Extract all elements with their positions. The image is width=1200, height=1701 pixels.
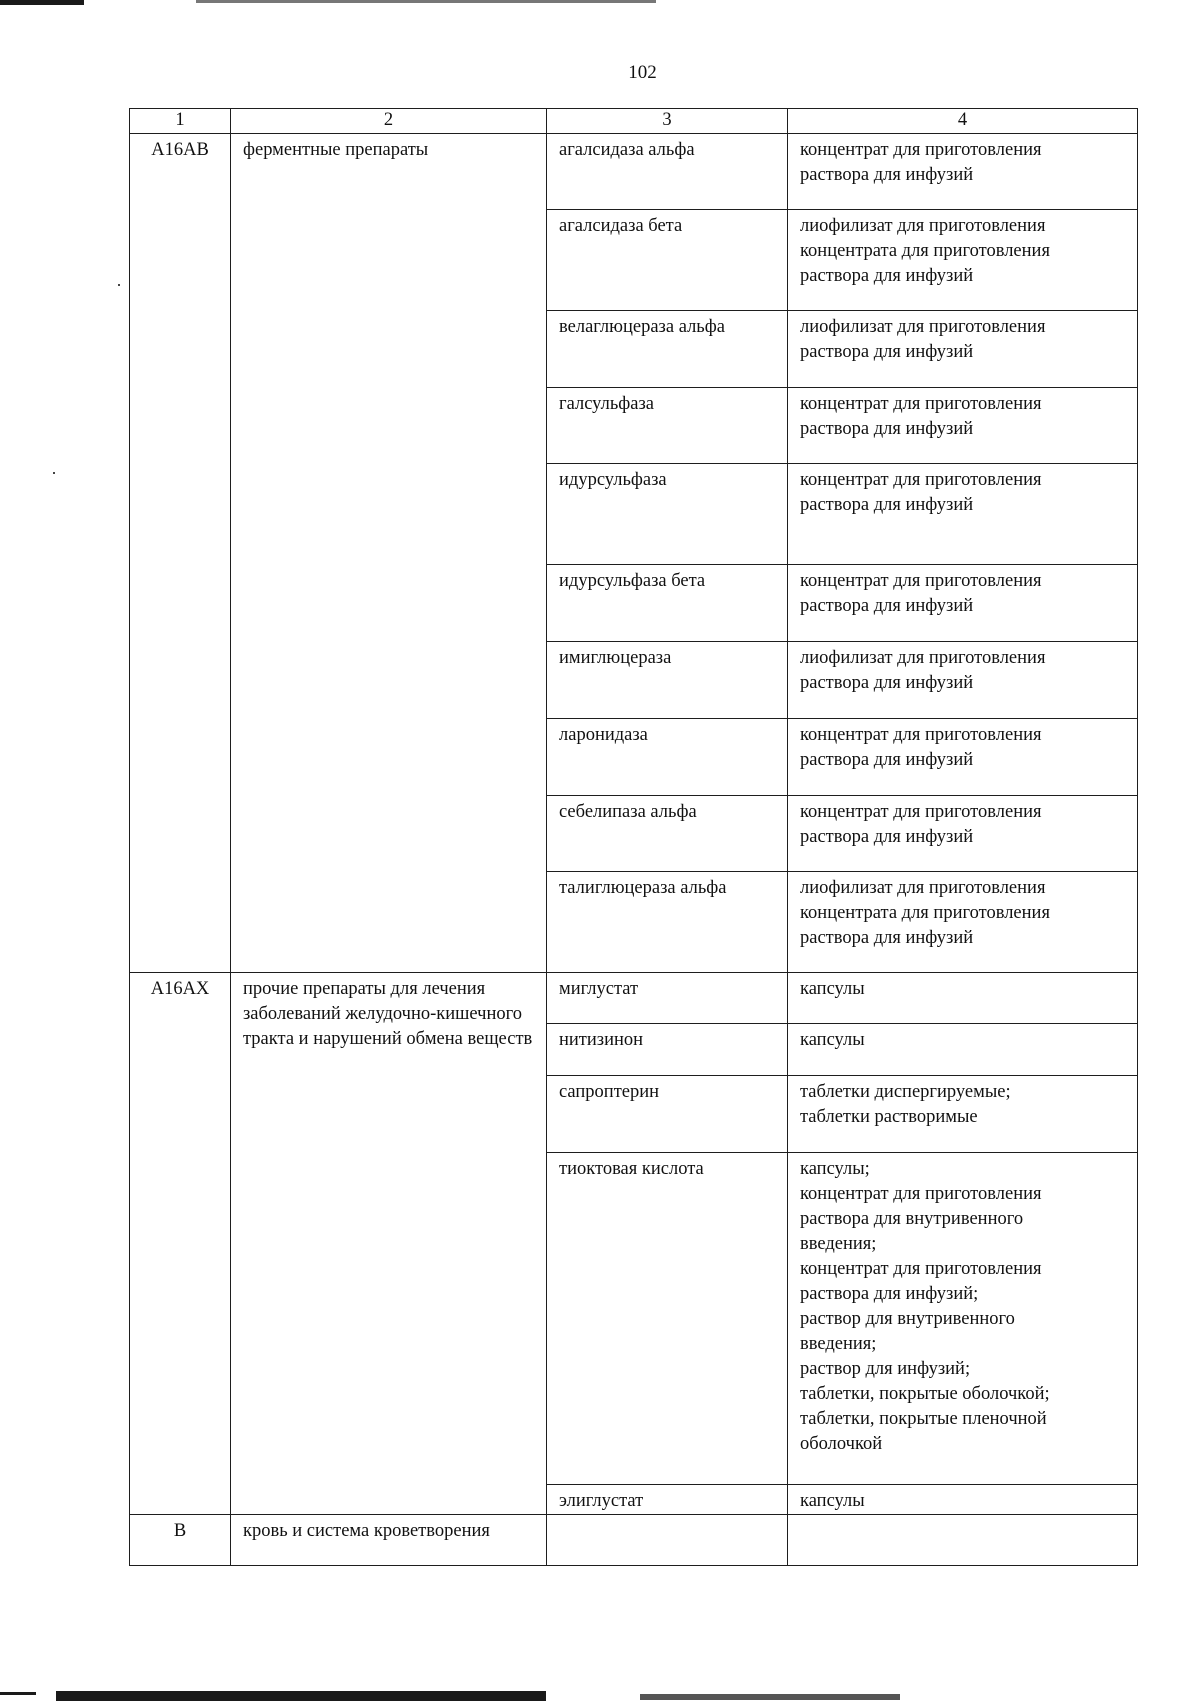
dosage-form-line: раствора для инфузий	[800, 750, 974, 770]
dosage-form-line: концентрата для приготовления	[800, 903, 1050, 923]
dosage-form-line: капсулы	[800, 979, 865, 999]
atc-code: A16AX	[130, 973, 231, 1515]
dosage-form-line: концентрат для приготовления	[800, 470, 1042, 490]
table-row	[130, 973, 1138, 1024]
dosage-form	[788, 1024, 1138, 1076]
atc-code: B	[130, 1515, 231, 1566]
drug-name: миглустат	[547, 973, 788, 1024]
dosage-form-line: концентрат для приготовления	[800, 725, 1042, 745]
drug-name: нитизинон	[547, 1024, 788, 1076]
dosage-form-line: таблетки, покрытые пленочной	[800, 1409, 1047, 1429]
dosage-form	[788, 210, 1138, 311]
scan-artifact-top-bar	[196, 0, 656, 3]
dosage-form	[788, 311, 1138, 388]
dosage-form-line: концентрат для приготовления	[800, 140, 1042, 160]
dosage-form-line: капсулы	[800, 1030, 865, 1050]
dosage-form-line: таблетки диспергируемые;	[800, 1082, 1011, 1102]
dosage-form	[788, 1076, 1138, 1153]
drug-name: галсульфаза	[547, 388, 788, 464]
dosage-form	[788, 1485, 1138, 1515]
dosage-form-line: концентрата для приготовления	[800, 241, 1050, 261]
scan-artifact-bottom-left	[0, 1692, 36, 1695]
drug-name: ларонидаза	[547, 719, 788, 796]
drug-name: себелипаза альфа	[547, 796, 788, 872]
dosage-form	[788, 464, 1138, 565]
dosage-form-line: лиофилизат для приготовления	[800, 648, 1046, 668]
dosage-form-line: оболочкой	[800, 1434, 883, 1454]
group-name: ферментные препараты	[231, 134, 547, 973]
dosage-form	[788, 1153, 1138, 1485]
drug-name: идурсульфаза	[547, 464, 788, 565]
drug-name: агалсидаза альфа	[547, 134, 788, 210]
dosage-form-line: концентрат для приготовления	[800, 394, 1042, 414]
column-header: 2	[231, 109, 547, 134]
dosage-form-line: раствор для внутривенного	[800, 1309, 1015, 1329]
group-name: кровь и система кроветворения	[231, 1515, 547, 1566]
dosage-form-line: раствор для инфузий;	[800, 1359, 971, 1379]
dosage-form-line: лиофилизат для приготовления	[800, 878, 1046, 898]
drug-name: идурсульфаза бета	[547, 565, 788, 642]
dosage-form-line: концентрат для приготовления	[800, 1259, 1042, 1279]
dosage-form	[788, 973, 1138, 1024]
scan-speck	[53, 472, 55, 474]
dosage-form-line: лиофилизат для приготовления	[800, 216, 1046, 236]
column-header: 1	[130, 109, 231, 134]
drug-name: тиоктовая кислота	[547, 1153, 788, 1485]
dosage-form-line: раствора для инфузий	[800, 596, 974, 616]
dosage-form-line: раствора для инфузий	[800, 419, 974, 439]
drug-name: элиглустат	[547, 1485, 788, 1515]
medication-table	[129, 108, 1138, 1566]
dosage-form-line: раствора для инфузий	[800, 266, 974, 286]
scan-artifact-bottom-bar	[56, 1691, 546, 1701]
table-row	[130, 1515, 1138, 1566]
dosage-form-line: раствора для инфузий	[800, 342, 974, 362]
dosage-form	[788, 1515, 1138, 1566]
dosage-form	[788, 565, 1138, 642]
drug-name: велаглюцераза альфа	[547, 311, 788, 388]
dosage-form-line: лиофилизат для приготовления	[800, 317, 1046, 337]
dosage-form-line: концентрат для приготовления	[800, 802, 1042, 822]
page-number: 102	[628, 62, 657, 83]
dosage-form-line: раствора для инфузий	[800, 165, 974, 185]
dosage-form	[788, 642, 1138, 719]
table-row	[130, 134, 1138, 210]
dosage-form-line: раствора для инфузий	[800, 827, 974, 847]
dosage-form	[788, 872, 1138, 973]
drug-name: агалсидаза бета	[547, 210, 788, 311]
atc-code: A16AB	[130, 134, 231, 973]
dosage-form-line: раствора для инфузий	[800, 495, 974, 515]
dosage-form-line: концентрат для приготовления	[800, 571, 1042, 591]
drug-name	[547, 1515, 788, 1566]
drug-name: имиглюцераза	[547, 642, 788, 719]
dosage-form-line: раствора для инфузий	[800, 928, 974, 948]
header-row	[130, 109, 1138, 134]
scan-artifact-bottom-right	[640, 1694, 900, 1700]
dosage-form	[788, 796, 1138, 872]
dosage-form-line: раствора для инфузий;	[800, 1284, 979, 1304]
dosage-form	[788, 719, 1138, 796]
dosage-form-line: концентрат для приготовления	[800, 1184, 1042, 1204]
drug-name: талиглюцераза альфа	[547, 872, 788, 973]
dosage-form-line: таблетки, покрытые оболочкой;	[800, 1384, 1050, 1404]
dosage-form-line: таблетки растворимые	[800, 1107, 978, 1127]
column-header: 4	[788, 109, 1138, 134]
scan-artifact-top-left	[0, 0, 84, 5]
dosage-form-line: капсулы	[800, 1491, 865, 1511]
dosage-form-line: капсулы;	[800, 1159, 870, 1179]
dosage-form	[788, 134, 1138, 210]
group-name: прочие препараты для лечения заболеваний желудочно-кишечного тракта и нарушений обмена веществ	[231, 973, 547, 1515]
drug-name: сапроптерин	[547, 1076, 788, 1153]
dosage-form-line: раствора для инфузий	[800, 673, 974, 693]
dosage-form-line: введения;	[800, 1334, 877, 1354]
dosage-form	[788, 388, 1138, 464]
dosage-form-line: раствора для внутривенного	[800, 1209, 1024, 1229]
table-body	[130, 134, 1138, 1566]
column-header: 3	[547, 109, 788, 134]
dosage-form-line: введения;	[800, 1234, 877, 1254]
scan-speck	[118, 284, 120, 286]
